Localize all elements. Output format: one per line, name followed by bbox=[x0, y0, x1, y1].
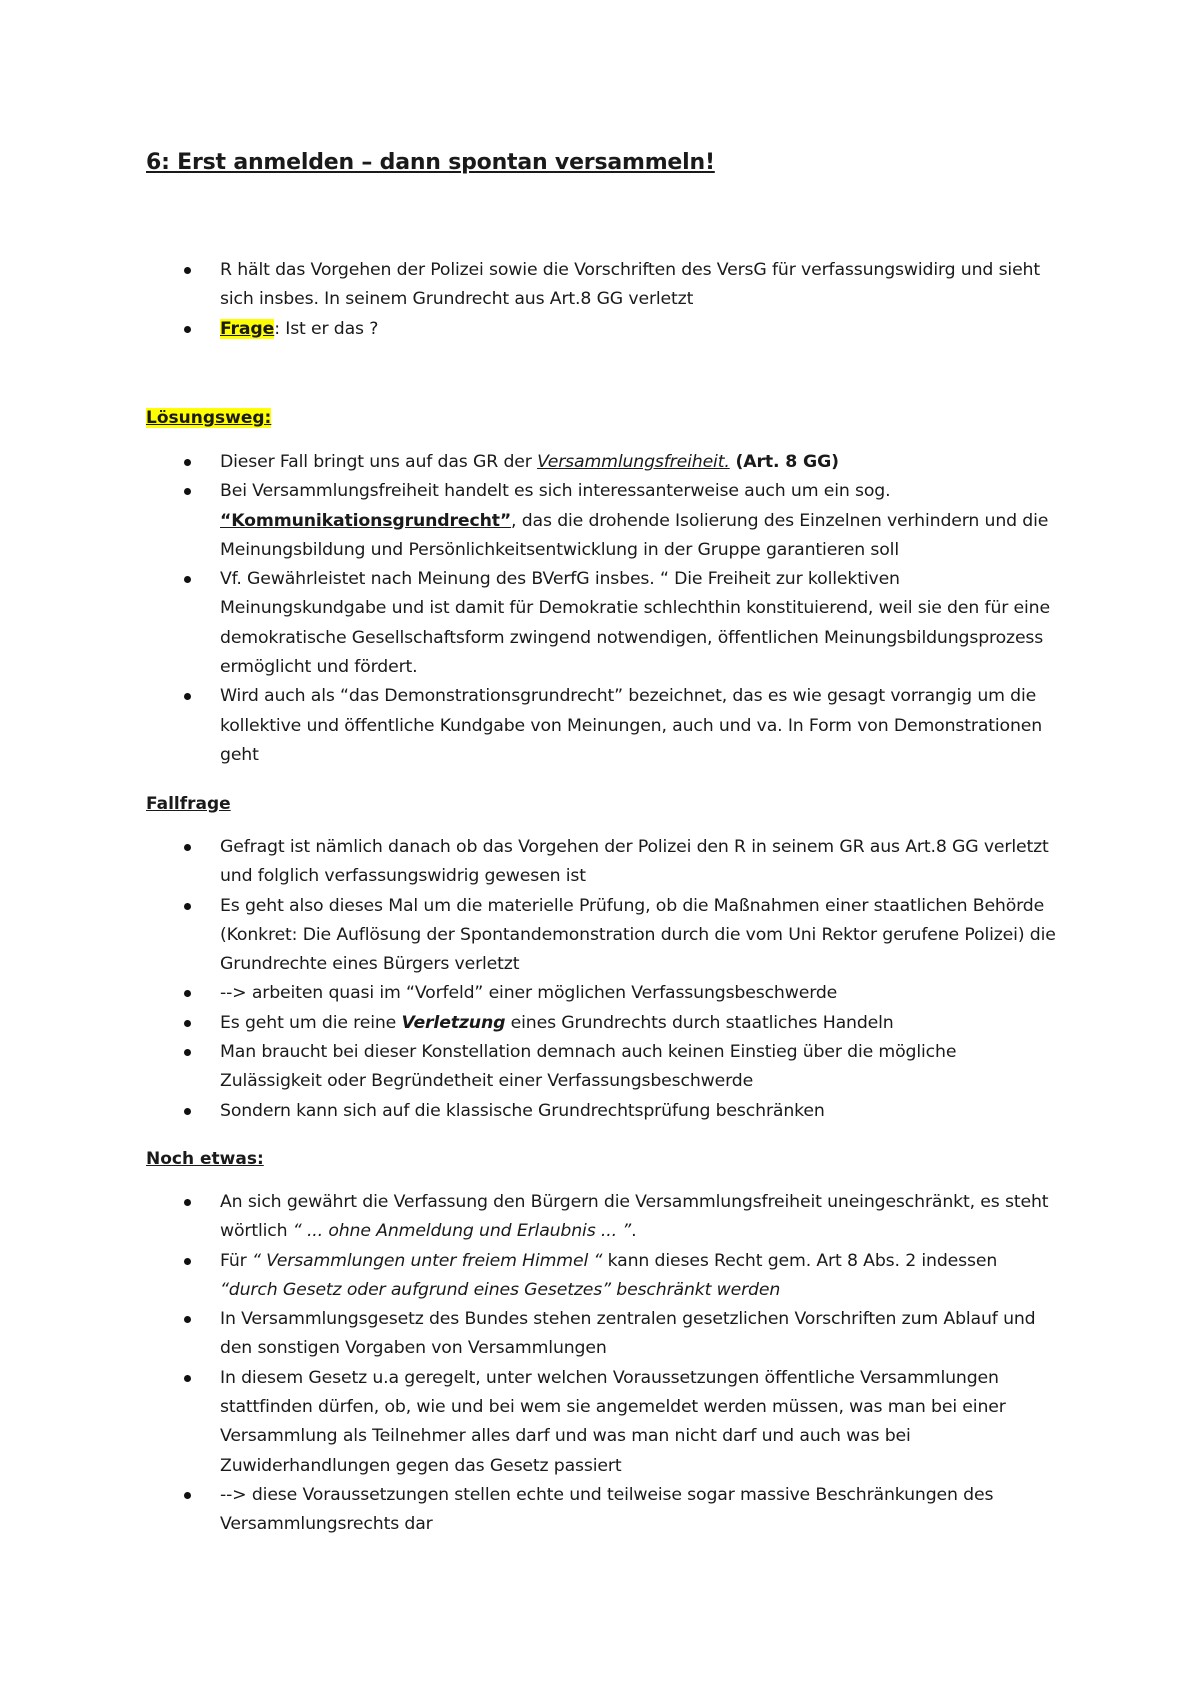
loesungsweg-list bbox=[0, 448, 1200, 770]
list-item bbox=[0, 682, 1200, 770]
noch-etwas-list bbox=[0, 1188, 1200, 1540]
bullet-text: Bei Versammlungsfreiheit handelt es sich interessanterweise auch um ein sog. bbox=[220, 481, 891, 502]
list-item bbox=[0, 1038, 1200, 1097]
bullet-text: --> diese Voraussetzungen stellen echte und teilweise sogar massive Beschränkungen des Versammlungsrechts dar bbox=[220, 1484, 994, 1535]
intro-list bbox=[0, 256, 1200, 344]
bullet-text: : Ist er das ? bbox=[274, 318, 379, 339]
bullet-text: Sondern kann sich auf die klassische Grundrechtsprüfung beschränken bbox=[220, 1100, 825, 1121]
bullet-text: . bbox=[631, 1221, 637, 1242]
bullet-text: , das die drohende Isolierung des Einzelnen verhindern und die Meinungsbildung und Persönlichkeitsentwicklung in der Gruppe garantieren soll bbox=[220, 510, 1049, 560]
list-item bbox=[0, 833, 1200, 892]
bullet-text: Es geht also dieses Mal um die materielle Prüfung, ob die Maßnahmen einer staatlichen Behörde (Konkret: Die Auflösung der Spontandemonstration durch die vom Uni Rektor gerufene Polizei) die Grundrechte eines Bürgers verletzt bbox=[220, 895, 1056, 975]
article-ref: (Art. 8 GG) bbox=[729, 452, 839, 472]
bullet-text: R hält das Vorgehen der Polizei sowie die Vorschriften des VersG für verfassungswidirg und sieht sich insbes. In seinem Grundrecht aus Art.8 GG verletzt bbox=[220, 260, 1040, 310]
bullet-text: In Versammlungsgesetz des Bundes stehen zentralen gesetzlichen Vorschriften zum Ablauf und den sonstigen Vorgaben von Versammlungen bbox=[220, 1309, 1036, 1359]
quote-text: “ Versammlungen unter freiem Himmel “ bbox=[251, 1250, 603, 1271]
bullet-text: In diesem Gesetz u.a geregelt, unter welchen Voraussetzungen öffentliche Versammlungen stattfinden dürfen, ob, wie und bei wem sie angemeldet werden müssen, was man bei einer Versammlung als Teilnehmer alles darf und was man nicht darf und auch was bei Zuwiderhandlungen gegen das Gesetz passiert bbox=[220, 1367, 1006, 1476]
verletzung-term: Verletzung bbox=[401, 1012, 506, 1033]
document-title: 6: Erst anmelden – dann spontan versammeln! bbox=[146, 150, 715, 175]
kommunikationsgrundrecht-term: “Kommunikationsgrundrecht” bbox=[220, 510, 512, 531]
bullet-text: --> arbeiten quasi im “Vorfeld” einer möglichen Verfassungsbeschwerde bbox=[220, 983, 838, 1004]
bullet-text: Dieser Fall bringt uns auf das GR der bbox=[220, 452, 538, 472]
bullet-text: Wird auch als “das Demonstrationsgrundrecht” bezeichnet, das es wie gesagt vorrangig um die kollektive und öffentliche Kundgabe von Meinungen, auch und va. In Form von Demonstrationen geht bbox=[220, 686, 1043, 765]
list-item bbox=[0, 892, 1200, 980]
list-item bbox=[0, 1305, 1200, 1364]
bullet-text: Vf. Gewährleistet nach Meinung des BVerfG insbes. “ Die Freiheit zur kollektiven Meinungskundgabe und ist damit für Demokratie schlechthin konstituierend, weil sie den für eine demokratische Gesellschaftsform zwingend notwendigen, öffentlichen Meinungsbildungsprozess ermöglicht und fördert. bbox=[220, 569, 1050, 678]
fallfrage-list bbox=[0, 833, 1200, 1126]
bullet-text: Gefragt ist nämlich danach ob das Vorgehen der Polizei den R in seinem GR aus Art.8 GG verletzt und folglich verfassungswidrig gewesen ist bbox=[220, 837, 1049, 887]
list-item bbox=[0, 979, 1200, 1008]
list-item bbox=[0, 448, 1200, 477]
bullet-text: Es geht um die reine bbox=[220, 1012, 402, 1033]
fallfrage-heading: Fallfrage bbox=[146, 794, 231, 814]
noch-etwas-heading: Noch etwas: bbox=[146, 1149, 264, 1169]
list-item bbox=[0, 565, 1200, 682]
bullet-text: Man braucht bei dieser Konstellation demnach auch keinen Einstieg über die mögliche Zulässigkeit oder Begründetheit einer Verfassungsbeschwerde bbox=[220, 1042, 957, 1092]
list-item bbox=[0, 477, 1200, 565]
bullet-text: An sich gewährt die Verfassung den Bürgern die Versammlungsfreiheit uneingeschränkt, es steht wörtlich bbox=[220, 1192, 1049, 1242]
list-item bbox=[0, 1188, 1200, 1247]
list-item bbox=[0, 1009, 1200, 1038]
quote-text: “ ... ohne Anmeldung und Erlaubnis ... ” bbox=[292, 1221, 632, 1242]
bullet-text: kann dieses Recht gem. Art 8 Abs. 2 indessen bbox=[602, 1250, 998, 1271]
list-item bbox=[0, 256, 1200, 315]
bullet-text: Für bbox=[220, 1250, 252, 1271]
frage-label: Frage bbox=[220, 318, 275, 339]
list-item bbox=[0, 315, 1200, 344]
list-item bbox=[0, 1247, 1200, 1306]
list-item bbox=[0, 1097, 1200, 1126]
list-item bbox=[0, 1364, 1200, 1481]
quote-text: “durch Gesetz oder aufgrund eines Gesetzes” beschränkt werden bbox=[220, 1279, 781, 1300]
list-item bbox=[0, 1481, 1200, 1540]
bullet-text: eines Grundrechts durch staatliches Handeln bbox=[505, 1012, 894, 1033]
loesungsweg-heading: Lösungsweg: bbox=[146, 408, 272, 428]
versammlungsfreiheit-term: Versammlungsfreiheit. bbox=[537, 452, 730, 472]
